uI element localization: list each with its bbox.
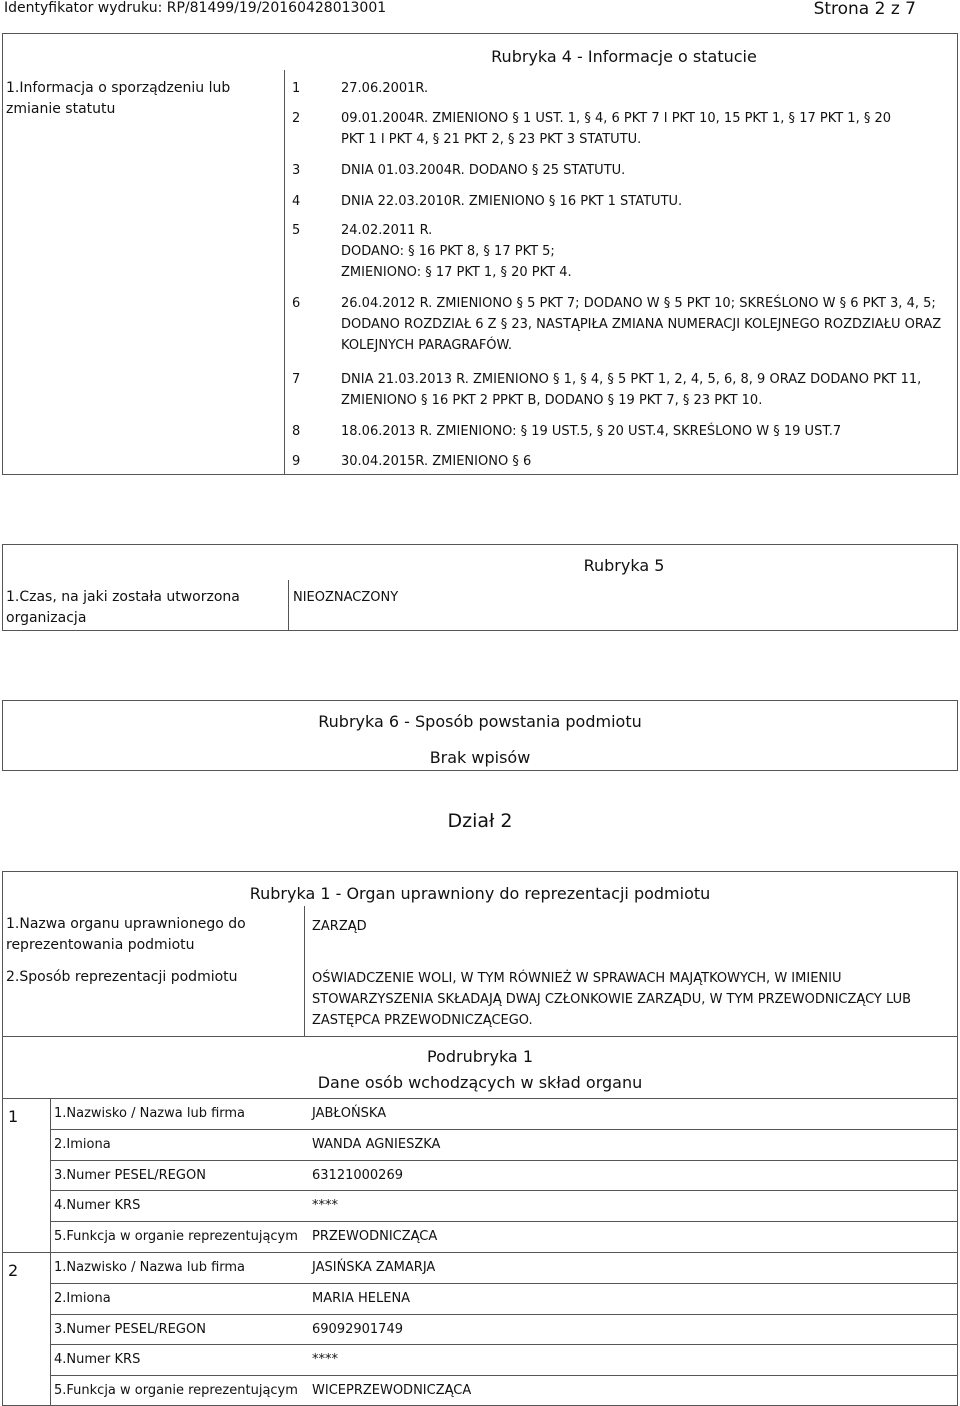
entry-number: 9	[292, 454, 301, 469]
entry-line: 26.04.2012 R. ZMIENIONO § 5 PKT 7; DODANO W § 5 PKT 10; SKREŚLONO W § 6 PKT 3, 4, 5;	[341, 296, 936, 311]
entry-number: 8	[292, 424, 301, 439]
person-field-label: 1.Nazwisko / Nazwa lub firma	[54, 1106, 246, 1121]
entry-line: DNIA 01.03.2004R. DODANO § 25 STATUTU.	[341, 163, 626, 178]
duration-value: NIEOZNACZONY	[293, 590, 399, 605]
entry-line: 24.02.2011 R.	[341, 223, 433, 238]
entry-text	[341, 451, 953, 472]
representation-line: ZASTĘPCA PRZEWODNICZĄCEGO.	[312, 1013, 533, 1028]
duration-label: 1.Czas, na jaki została utworzona organizacja	[6, 589, 240, 626]
person-field-value: WICEPRZEWODNICZĄCA	[312, 1383, 472, 1399]
entry-text	[341, 220, 953, 283]
rubryka4-title: Rubryka 4 - Informacje o statucie	[491, 47, 757, 66]
entry-line: ZMIENIONO: § 17 PKT 1, § 20 PKT 4.	[341, 265, 572, 280]
entry-line: DNIA 21.03.2013 R. ZMIENIONO § 1, § 4, § 5 PKT 1, 2, 4, 5, 6, 8, 9 ORAZ DODANO PKT 11,	[341, 372, 922, 387]
entry-line: 18.06.2013 R. ZMIENIONO: § 19 UST.5, § 20 UST.4, SKREŚLONO W § 19 UST.7	[341, 424, 842, 439]
entry-line: PKT 1 I PKT 4, § 21 PKT 2, § 23 PKT 3 STATUTU.	[341, 132, 642, 147]
entry-text	[341, 293, 953, 356]
entry-number: 3	[292, 163, 301, 178]
dzial2-title: Dział 2	[447, 810, 513, 832]
entry-line: DODANO: § 16 PKT 8, § 17 PKT 5;	[341, 244, 555, 259]
organ-name-value: ZARZĄD	[312, 919, 367, 934]
entry-number: 7	[292, 372, 301, 387]
entry-line: DODANO ROZDZIAŁ 6 Z § 23, NASTĄPIŁA ZMIANA NUMERACJI KOLEJNEGO ROZDZIAŁU ORAZ	[341, 317, 942, 332]
podrubryka-title: Podrubryka 1	[427, 1047, 533, 1066]
person-field-value: JASIŃSKA ZAMARJA	[312, 1260, 436, 1275]
person-field-label: 3.Numer PESEL/REGON	[54, 1321, 206, 1337]
entry-text	[341, 191, 953, 212]
person-number: 2	[8, 1261, 19, 1280]
statute-info-label: 1.Informacja o sporządzeniu lub zmianie statutu	[6, 80, 231, 117]
entry-text	[341, 369, 953, 411]
rubryka5-title: Rubryka 5	[583, 556, 665, 575]
person-field-value: 63121000269	[312, 1167, 403, 1183]
page-number: Strona 2 z 7	[813, 0, 916, 19]
person-field-label: 4.Numer KRS	[54, 1352, 141, 1368]
entry-number: 4	[292, 194, 301, 209]
entry-line: 27.06.2001R.	[341, 81, 429, 96]
entry-line: 30.04.2015R. ZMIENIONO § 6	[341, 454, 532, 469]
entry-text	[341, 421, 953, 442]
rubryka6-title: Rubryka 6 - Sposób powstania podmiotu	[318, 712, 642, 731]
representation-line: OŚWIADCZENIE WOLI, W TYM RÓWNIEŻ W SPRAWACH MAJĄTKOWYCH, W IMIENIU	[312, 971, 842, 986]
entry-line: ZMIENIONO § 16 PKT 2 PPKT B, DODANO § 19 PKT 7, § 23 PKT 10.	[341, 393, 763, 408]
representation-label: 2.Sposób reprezentacji podmiotu	[6, 969, 238, 985]
entry-line: KOLEJNYCH PARAGRAFÓW.	[341, 338, 513, 353]
rubryka6-empty: Brak wpisów	[429, 748, 531, 767]
person-field-value: 69092901749	[312, 1321, 403, 1337]
entry-text	[341, 78, 953, 99]
entry-line: 09.01.2004R. ZMIENIONO § 1 UST. 1, § 4, 6 PKT 7 I PKT 10, 15 PKT 1, § 17 PKT 1, § 20	[341, 111, 892, 126]
entry-text	[341, 160, 953, 181]
entry-number: 5	[292, 223, 301, 238]
person-field-label: 5.Funkcja w organie reprezentującym	[54, 1229, 298, 1245]
podrubryka-subtitle: Dane osób wchodzących w skład organu	[317, 1073, 643, 1092]
dzial2-rubryka1-title: Rubryka 1 - Organ uprawniony do reprezentacji podmiotu	[249, 884, 711, 903]
person-field-value: MARIA HELENA	[312, 1290, 411, 1306]
person-field-label: 2.Imiona	[54, 1290, 111, 1306]
print-identifier: Identyfikator wydruku: RP/81499/19/20160428013001	[4, 0, 387, 16]
person-field-value: WANDA AGNIESZKA	[312, 1136, 441, 1152]
representation-line: STOWARZYSZENIA SKŁADAJĄ DWAJ CZŁONKOWIE ZARZĄDU, W TYM PRZEWODNICZĄCY LUB	[312, 992, 912, 1007]
entry-number: 1	[292, 81, 301, 96]
person-field-value: ****	[312, 1352, 338, 1368]
representation-value	[312, 968, 952, 1031]
entry-text	[341, 108, 953, 150]
person-field-value: PRZEWODNICZĄCA	[312, 1229, 438, 1245]
person-field-label: 4.Numer KRS	[54, 1198, 141, 1214]
person-field-value: ****	[312, 1198, 338, 1214]
person-field-value: JABŁOŃSKA	[312, 1106, 387, 1121]
person-field-label: 2.Imiona	[54, 1136, 111, 1152]
person-field-label: 3.Numer PESEL/REGON	[54, 1167, 206, 1183]
entry-number: 2	[292, 111, 301, 126]
person-field-label: 1.Nazwisko / Nazwa lub firma	[54, 1260, 246, 1275]
organ-name-label: 1.Nazwa organu uprawnionego do reprezentowania podmiotu	[6, 916, 246, 953]
person-field-label: 5.Funkcja w organie reprezentującym	[54, 1383, 298, 1399]
person-number: 1	[8, 1107, 19, 1126]
entry-number: 6	[292, 296, 301, 311]
entry-line: DNIA 22.03.2010R. ZMIENIONO § 16 PKT 1 STATUTU.	[341, 194, 683, 209]
